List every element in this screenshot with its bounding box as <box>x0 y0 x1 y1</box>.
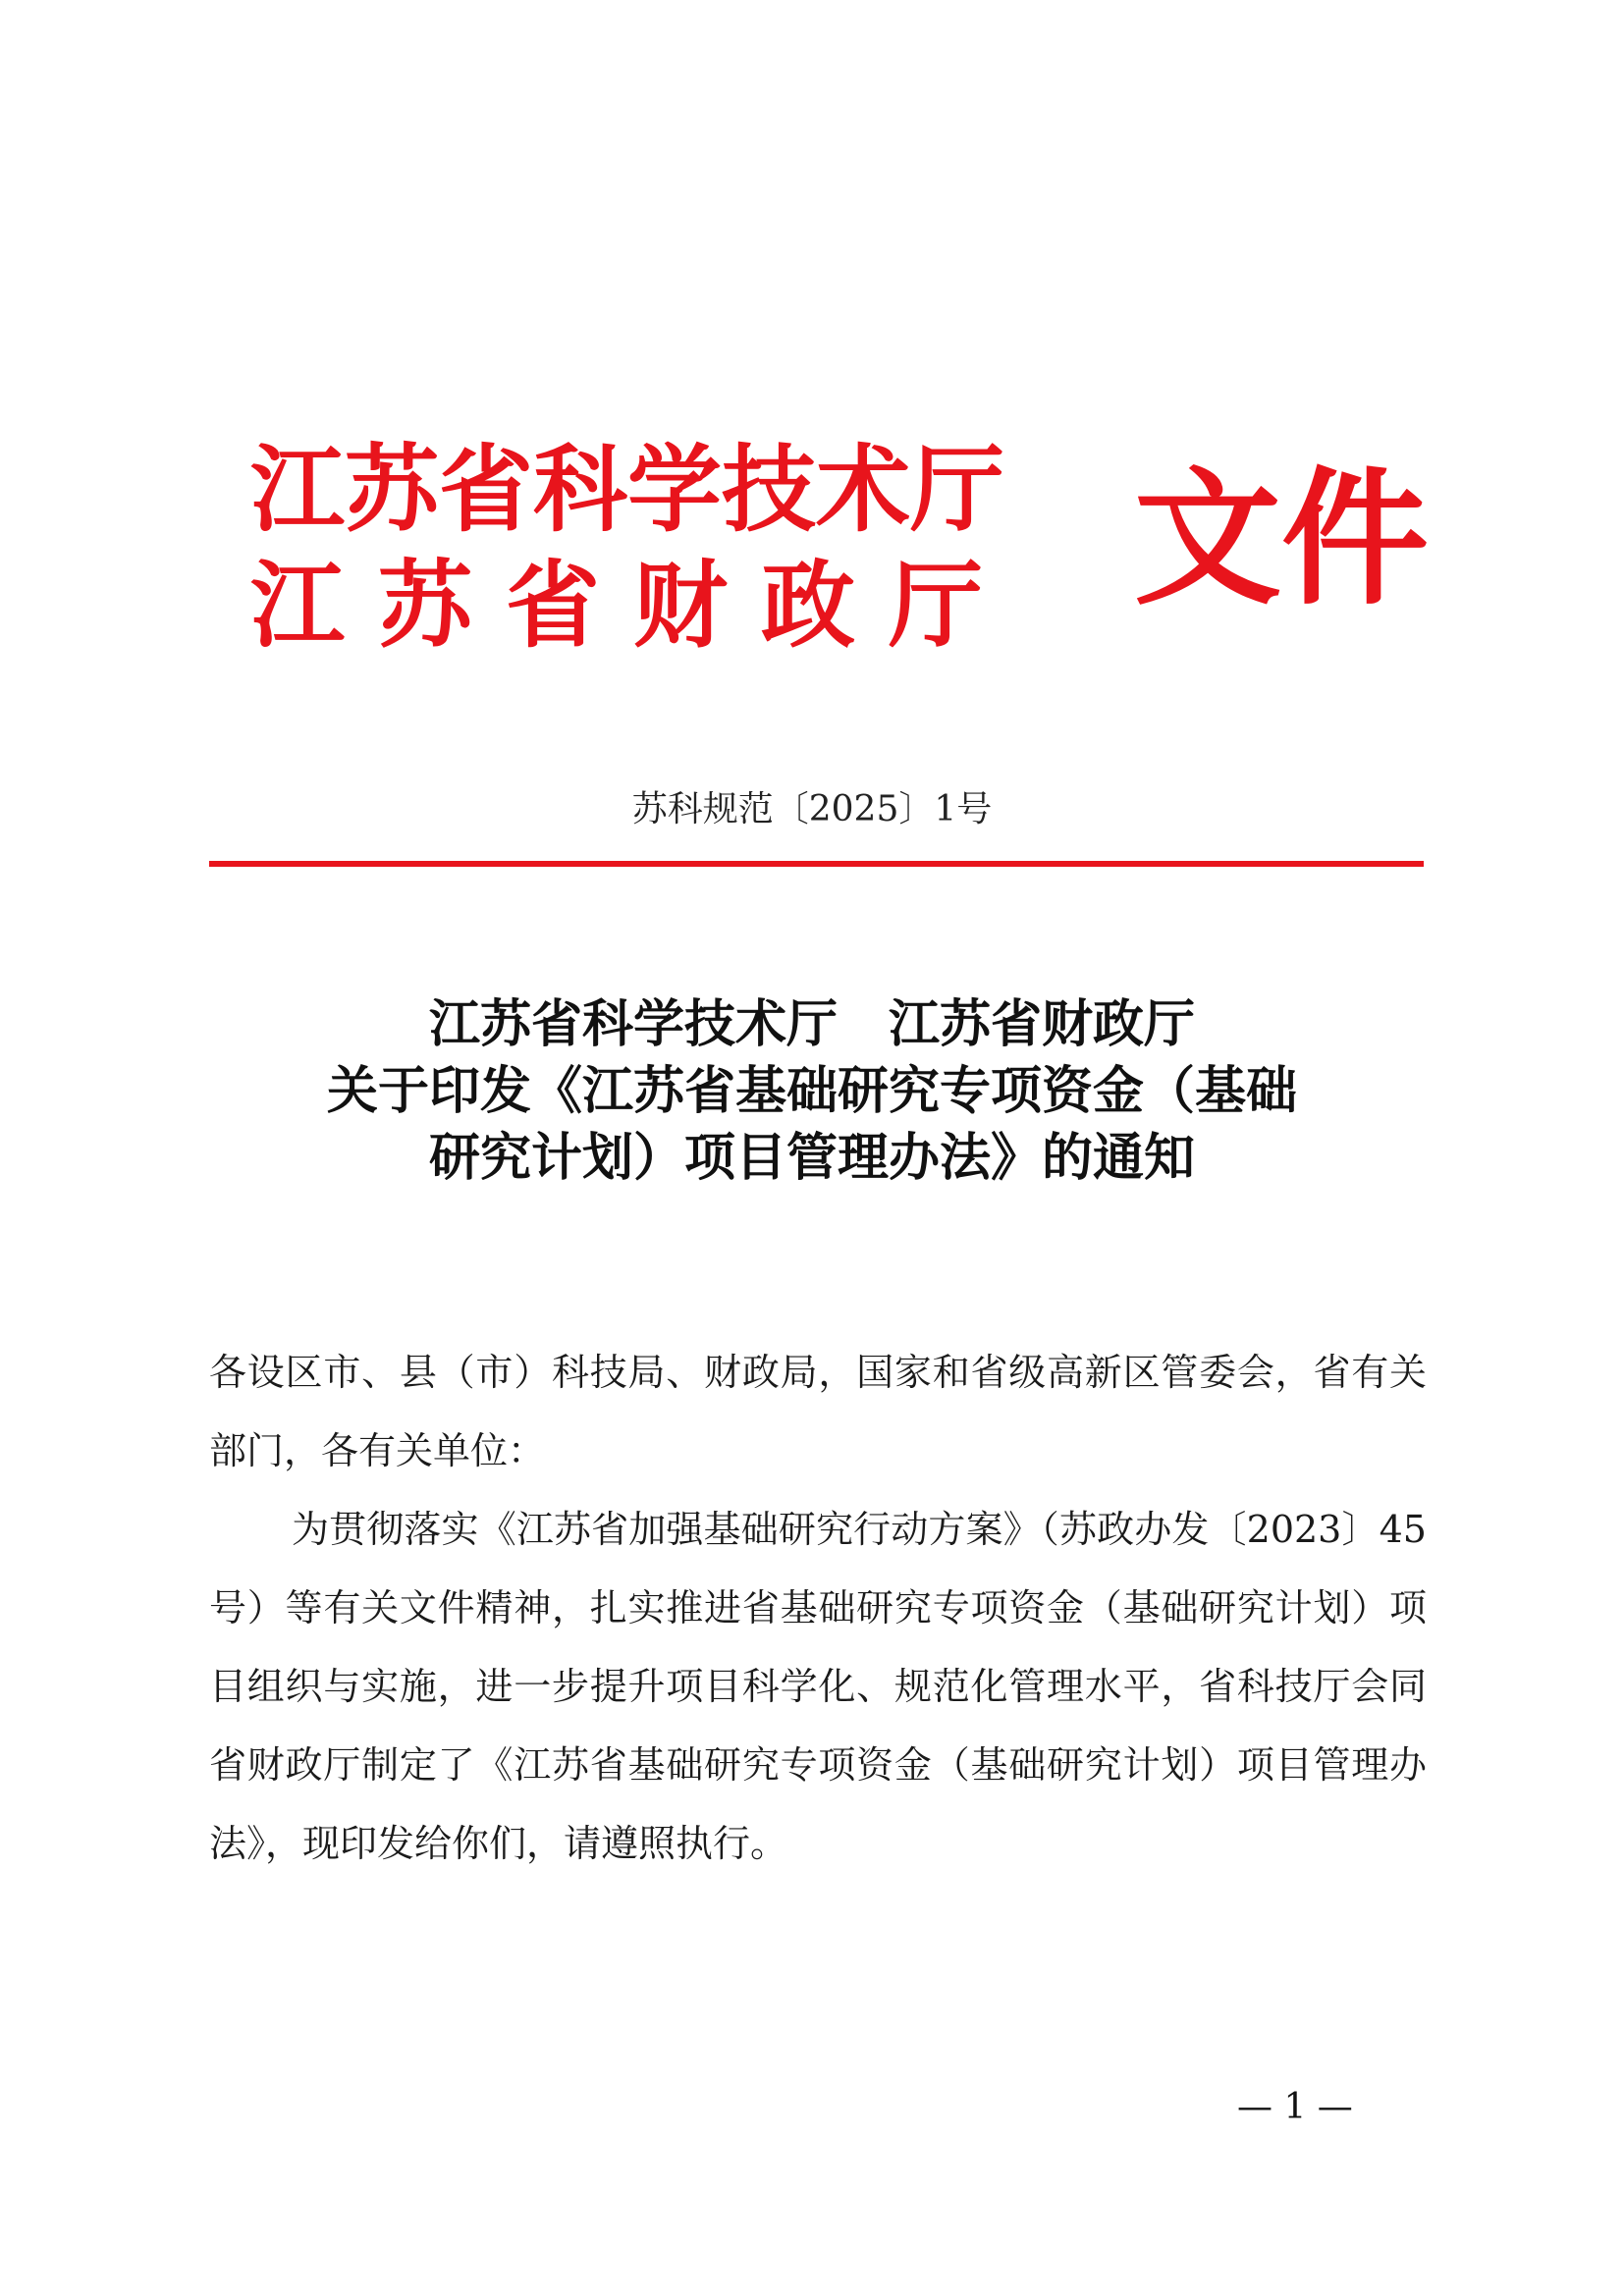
document-number: 苏科规范〔2025〕1号 <box>631 789 993 829</box>
issuer-finance-department: 江苏省财政厅 <box>250 551 1016 661</box>
title-line: 关于印发《江苏省基础研究专项资金（基础 <box>326 1062 1297 1121</box>
document-label: 文件 <box>1134 454 1430 625</box>
issuer-science-department: 江苏省科学技术厅 <box>250 435 1004 545</box>
page-number: — 1 — <box>1237 2087 1353 2127</box>
addressee: 各设区市、县（市）科技局、财政局，国家和省级高新区管委会，省有关部门，各有关单位： <box>209 1351 1427 1472</box>
document-title <box>196 991 1428 1192</box>
issuing-organizations <box>250 432 1016 664</box>
title-line: 研究计划）项目管理办法》的通知 <box>428 1129 1195 1188</box>
document-body <box>209 1333 1427 1883</box>
body-paragraph: 为贯彻落实《江苏省加强基础研究行动方案》（苏政办发〔2023〕45号）等有关文件精神，扎实推进省基础研究专项资金（基础研究计划）项目组织与实施，进一步提升项目科学化、规范化管理水平，省科技厅会同省财政厅制定了《江苏省基础研究专项资金（基础研究计划）项目管理办法》，现印发给你们，请遵照执行。 <box>209 1508 1427 1865</box>
red-masthead <box>250 432 1430 677</box>
title-line: 江苏省科学技术厅 江苏省财政厅 <box>428 995 1195 1054</box>
red-separator-line <box>209 861 1424 867</box>
